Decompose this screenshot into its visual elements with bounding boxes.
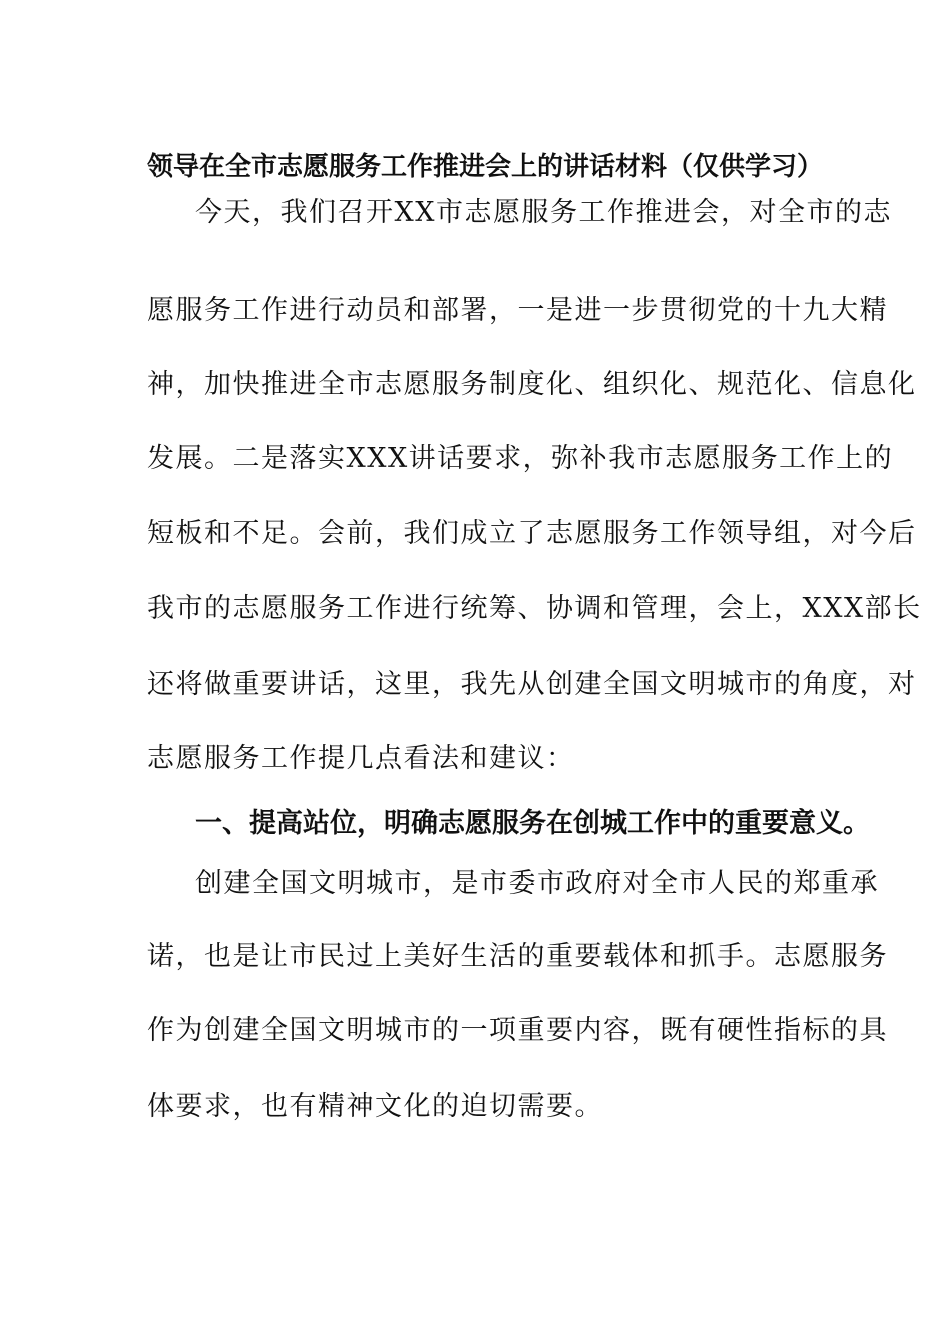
- paragraph-line: 神，加快推进全市志愿服务制度化、组织化、规范化、信息化: [147, 369, 917, 400]
- paragraph-line: 愿服务工作进行动员和部署，一是进一步贯彻党的十九大精: [147, 295, 888, 326]
- paragraph-line: 作为创建全国文明城市的一项重要内容，既有硬性指标的具: [147, 1015, 888, 1046]
- paragraph-line: 短板和不足。会前，我们成立了志愿服务工作领导组，对今后: [147, 518, 917, 549]
- document-title: 领导在全市志愿服务工作推进会上的讲话材料（仅供学习）: [147, 152, 824, 182]
- paragraph-line: 志愿服务工作提几点看法和建议：: [147, 743, 575, 774]
- paragraph-line: 今天，我们召开XX市志愿服务工作推进会，对全市的志: [195, 197, 892, 228]
- paragraph-line: 体要求，也有精神文化的迫切需要。: [147, 1091, 603, 1122]
- paragraph-line: 还将做重要讲话，这里，我先从创建全国文明城市的角度，对: [147, 669, 917, 700]
- paragraph-line: 诺，也是让市民过上美好生活的重要载体和抓手。志愿服务: [147, 941, 888, 972]
- section-heading: 一、提高站位，明确志愿服务在创城工作中的重要意义。: [195, 808, 870, 839]
- paragraph-line: 创建全国文明城市，是市委市政府对全市人民的郑重承: [195, 868, 879, 899]
- paragraph-line: 我市的志愿服务工作进行统筹、协调和管理，会上，XXX部长: [147, 593, 922, 624]
- paragraph-line: 发展。二是落实XXX讲话要求，弥补我市志愿服务工作上的: [147, 443, 894, 474]
